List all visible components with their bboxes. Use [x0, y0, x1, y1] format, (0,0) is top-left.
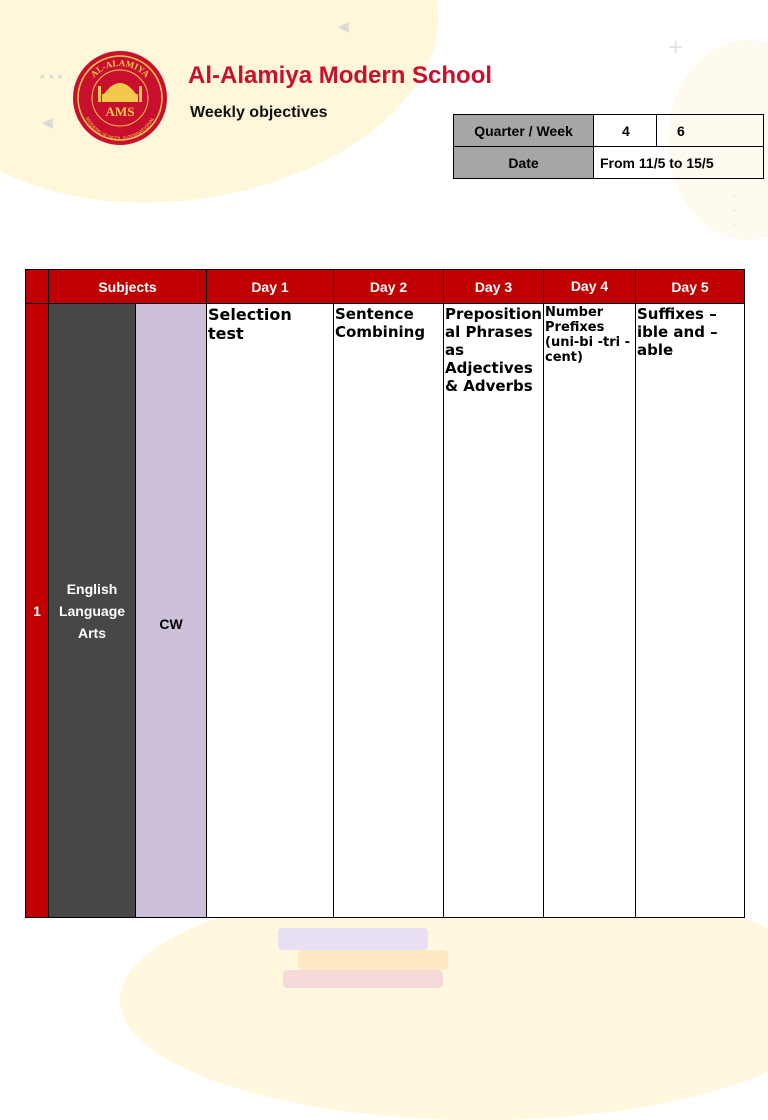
day5-header: Day 5 — [636, 270, 745, 304]
school-logo — [70, 50, 170, 146]
day1-objective: Selection test — [207, 304, 334, 918]
day5-objective: Suffixes –ible and –able — [636, 304, 745, 918]
dot-decoration: • • • — [40, 68, 63, 84]
number-header — [26, 270, 49, 304]
day4-objective: Number Prefixes (uni-bi -tri -cent) — [544, 304, 636, 918]
books-illustration — [268, 918, 468, 988]
arrow-decoration: ◀ — [42, 114, 53, 130]
dot-decoration: · · · — [732, 187, 737, 231]
day4-header: Day 4 — [544, 270, 636, 304]
table-row — [26, 304, 745, 918]
subjects-header: Subjects — [49, 270, 207, 304]
schedule-header-row — [26, 270, 745, 304]
quarter-week-label: Quarter / Week — [454, 115, 594, 147]
logo-top-text: AL-ALAMIYA — [88, 57, 152, 80]
day2-objective: Sentence Combining — [334, 304, 444, 918]
week-value: 6 — [657, 115, 764, 147]
day3-objective: Preposition al Phrases as Adjectives & Adverbs — [444, 304, 544, 918]
date-row — [454, 147, 764, 179]
school-name: Al-Alamiya Modern School — [188, 62, 493, 89]
page-subtitle: Weekly objectives — [190, 104, 328, 121]
quarter-week-row — [454, 115, 764, 147]
day3-header: Day 3 — [444, 270, 544, 304]
day1-header: Day 1 — [207, 270, 334, 304]
date-label: Date — [454, 147, 594, 179]
logo-bottom-text: MODERN SCHOOL INTERNATIONAL — [83, 116, 157, 143]
date-value: From 11/5 to 15/5 — [594, 147, 764, 179]
quarter-value: 4 — [594, 115, 657, 147]
weekly-schedule-table — [25, 269, 745, 918]
quarter-week-table — [453, 114, 764, 179]
day2-header: Day 2 — [334, 270, 444, 304]
subject-name: English Language Arts — [49, 304, 136, 918]
work-type: CW — [136, 304, 207, 918]
plus-decoration: + — [668, 32, 684, 62]
arrow-decoration: ◀ — [338, 18, 349, 34]
row-number: 1 — [26, 304, 49, 918]
logo-center-text: AMS — [105, 104, 135, 119]
